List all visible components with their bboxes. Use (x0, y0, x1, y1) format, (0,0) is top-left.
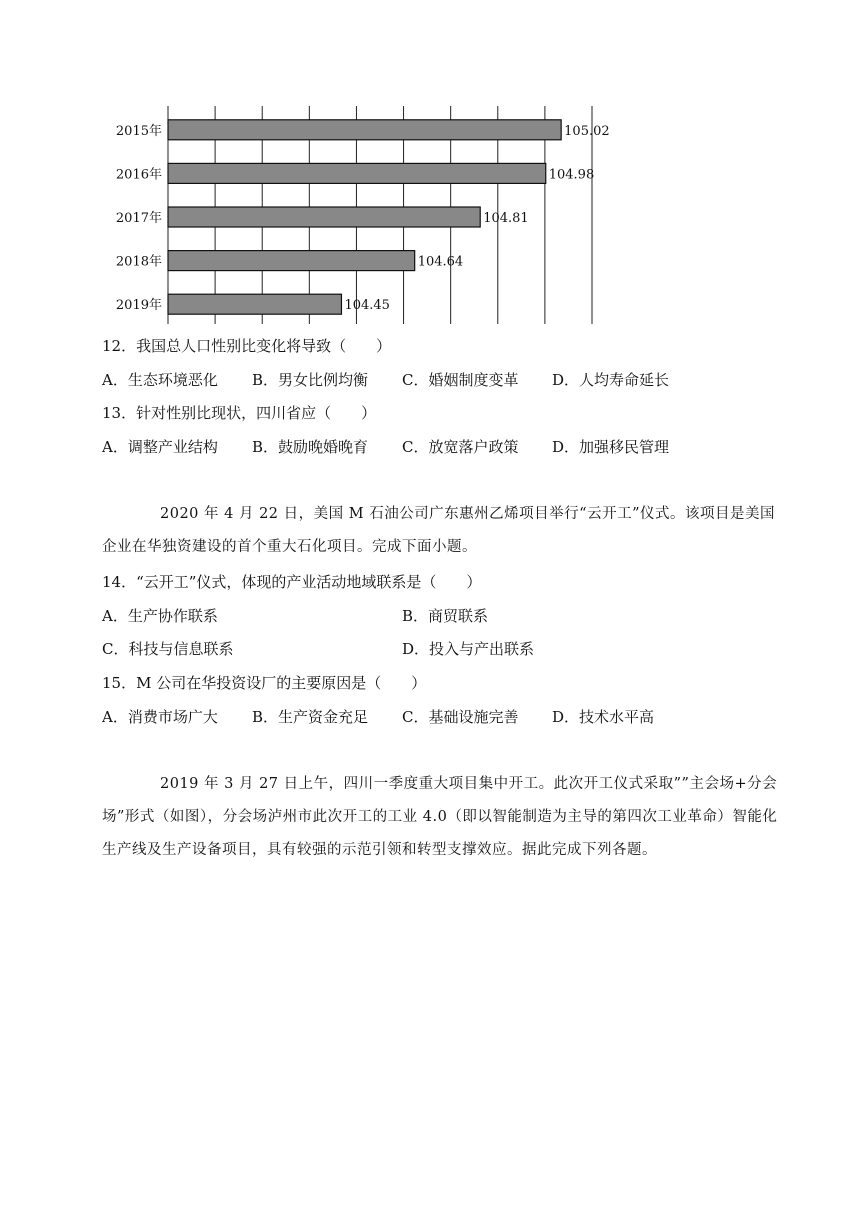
value-label: 104.81 (483, 211, 529, 226)
question-15-option-d: D．技术水平高 (552, 708, 655, 726)
question-15-option-c: C．基础设施完善 (402, 708, 519, 726)
passage-cloud-groundbreaking: 2020 年 4 月 22 日，美国 M 石油公司广东惠州乙烯项目举行“云开工”仪式。该项目是美国企业在华独资建设的首个重大石化项目。完成下面小题。 (102, 506, 776, 555)
question-13-option-a: A．调整产业结构 (102, 438, 218, 456)
value-label: 104.98 (548, 167, 595, 183)
question-12-stem: 12．我国总人口性别比变化将导致（ ） (102, 337, 392, 355)
question-14-option-b: B．商贸联系 (402, 607, 489, 625)
question-12-option-c: C．婚姻制度变革 (402, 371, 519, 389)
bar-2018年 (168, 251, 415, 271)
category-label: 2018年 (115, 254, 162, 270)
question-15-stem: 15．M 公司在华投资设厂的主要原因是（ ） (102, 674, 427, 692)
question-14-option-a: A．生产协作联系 (102, 607, 218, 625)
value-label: 105.02 (564, 123, 610, 139)
question-12-option-a: A．生态环境恶化 (102, 371, 218, 389)
question-13-option-c: C．放宽落户政策 (402, 438, 519, 456)
question-12-option-b: B．男女比例均衡 (252, 371, 369, 389)
value-label: 104.45 (344, 298, 390, 314)
category-label: 2019年 (115, 298, 162, 314)
value-label: 104.64 (417, 254, 464, 270)
category-label: 2017年 (115, 211, 162, 226)
question-13-stem: 13．针对性别比现状，四川省应（ ） (102, 404, 377, 422)
passage-sichuan-projects: 2019 年 3 月 27 日上午，四川一季度重大项目集中开工。此次开工仪式采取””主会场+分会场”形式（如图），分会场泸州市此次开工的工业 4.0（即以智能制造为主导的第四次工业革命）智能化生产线及生产设备项目，具有较强的示范引领和转型支撑效应。据此完成下列各题。 (102, 776, 778, 858)
bar-2019年 (168, 294, 341, 314)
category-label: 2015年 (115, 123, 162, 139)
question-12-option-d: D．人均寿命延长 (552, 371, 670, 389)
question-14-stem: 14．“云开工”仪式，体现的产业活动地域联系是（ ） (102, 573, 482, 591)
question-13-option-d: D．加强移民管理 (552, 438, 670, 456)
question-14-option-c: C．科技与信息联系 (102, 640, 234, 658)
question-15-option-b: B．生产资金充足 (252, 708, 369, 726)
sex-ratio-bar-chart (100, 100, 660, 330)
question-14-option-d: D．投入与产出联系 (402, 640, 535, 658)
bar-2015年 (168, 120, 561, 140)
category-label: 2016年 (115, 167, 162, 183)
question-13-option-b: B．鼓励晚婚晚育 (252, 438, 369, 456)
question-15-option-a: A．消费市场广大 (102, 708, 218, 726)
bar-2017年 (168, 207, 480, 227)
bar-2016年 (168, 163, 546, 183)
